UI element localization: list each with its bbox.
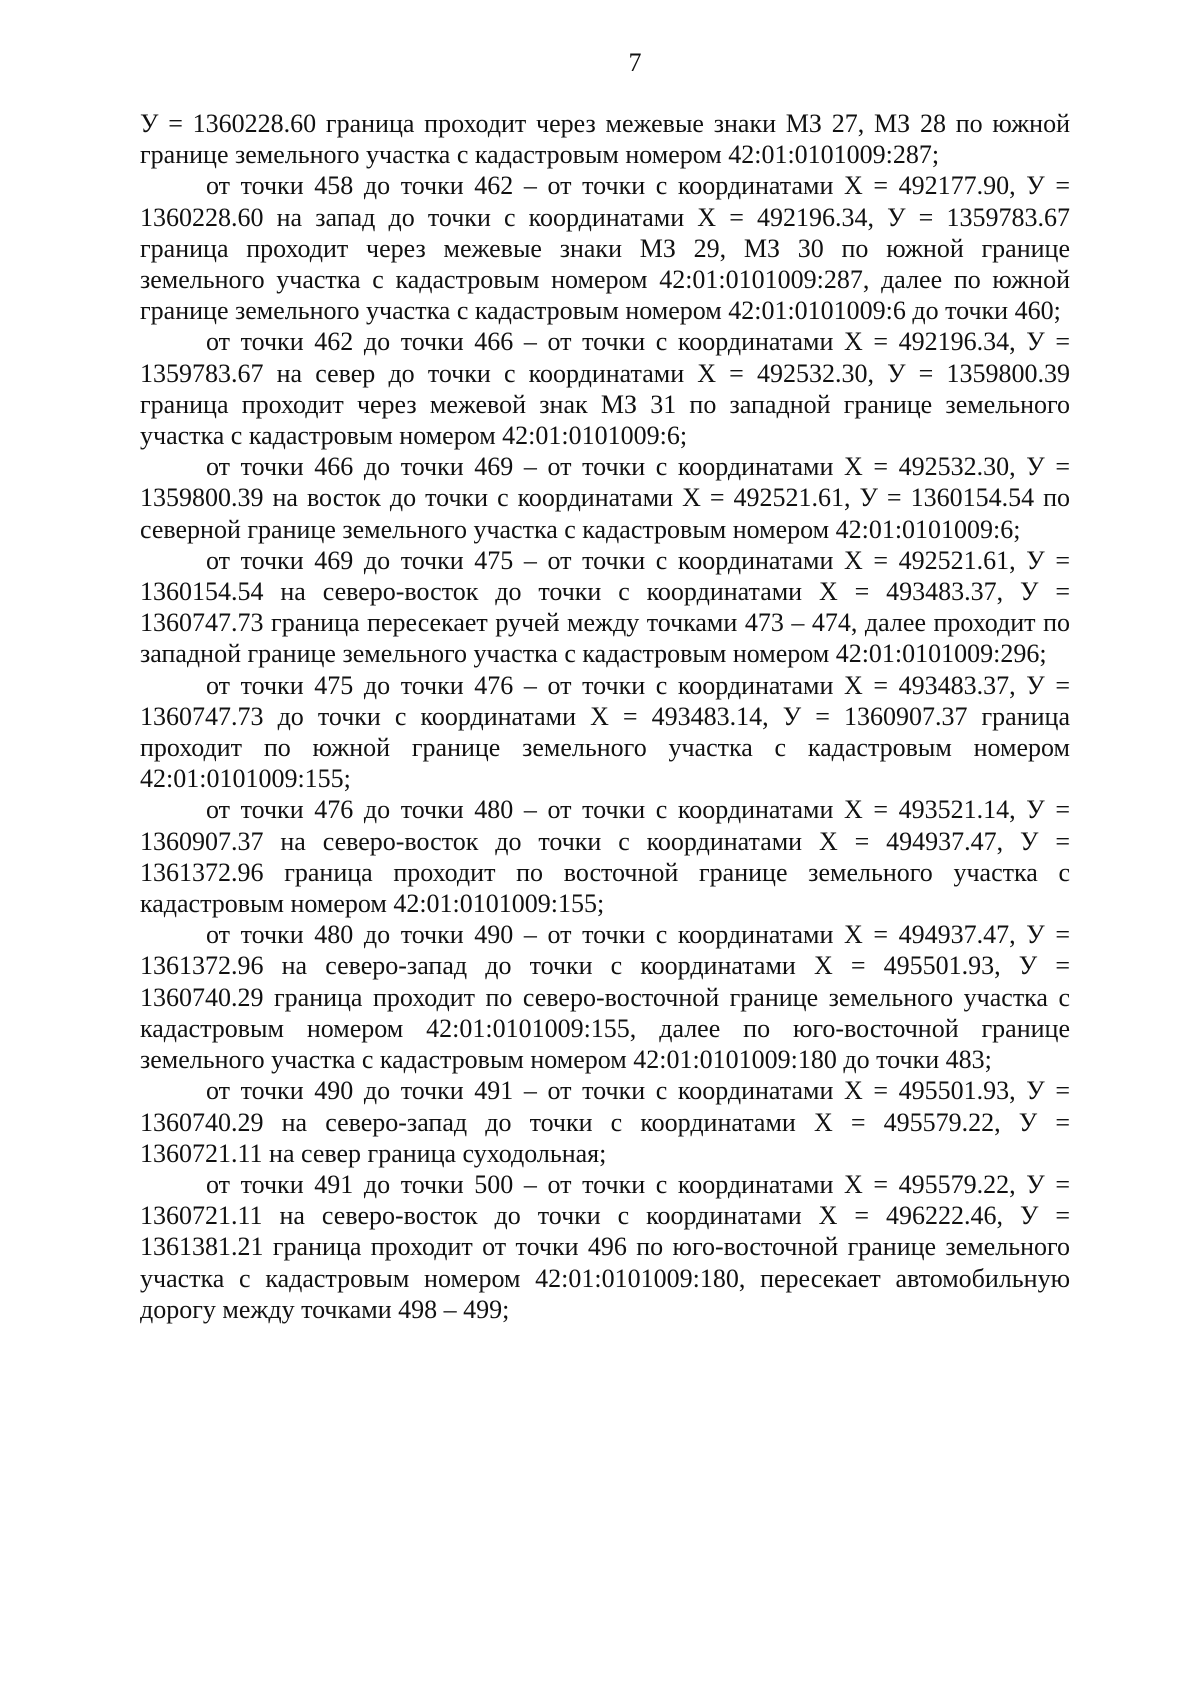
paragraph: У = 1360228.60 граница проходит через межевые знаки МЗ 27, МЗ 28 по южной границе земельного участка с кадастровым номером 42:01:0101009:287; — [140, 109, 1070, 170]
paragraph: от точки 466 до точки 469 – от точки с координатами Х = 492532.30, У = 1359800.39 на восток до точки с координатами Х = 492521.61, У = 1360154.54 по северной границе земельного участка с кадастровым номером 42:01:0101009:6; — [140, 452, 1070, 544]
paragraph: от точки 462 до точки 466 – от точки с координатами Х = 492196.34, У = 1359783.67 на север до точки с координатами Х = 492532.30, У = 1359800.39 граница проходит через межевой знак МЗ 31 по западной границе земельного участка с кадастровым номером 42:01:0101009:6; — [140, 327, 1070, 451]
paragraph: от точки 475 до точки 476 – от точки с координатами Х = 493483.37, У = 1360747.73 до точки с координатами Х = 493483.14, У = 1360907.37 граница проходит по южной границе земельного участка с кадастровым номером 42:01:0101009:155; — [140, 670, 1070, 794]
paragraph: от точки 476 до точки 480 – от точки с координатами Х = 493521.14, У = 1360907.37 на северо-восток до точки с координатами Х = 494937.47, У = 1361372.96 граница проходит по восточной границе земельного участка с кадастровым номером 42:01:0101009:155; — [140, 795, 1070, 919]
paragraph: от точки 469 до точки 475 – от точки с координатами Х = 492521.61, У = 1360154.54 на северо-восток до точки с координатами Х = 493483.37, У = 1360747.73 граница пересекает ручей между точками 473 – 474, далее проходит по западной границе земельного участка с кадастровым номером 42:01:0101009:296; — [140, 545, 1070, 669]
document-body — [140, 108, 1070, 1325]
page-number: 7 — [628, 48, 642, 77]
paragraph: от точки 491 до точки 500 – от точки с координатами Х = 495579.22, У = 1360721.11 на северо-восток до точки с координатами Х = 496222.46, У = 1361381.21 граница проходит от точки 496 по юго-восточной границе земельного участка с кадастровым номером 42:01:0101009:180, пересекает автомобильную дорогу между точками 498 – 499; — [140, 1169, 1070, 1324]
paragraph: от точки 480 до точки 490 – от точки с координатами Х = 494937.47, У = 1361372.96 на северо-запад до точки с координатами Х = 495501.93, У = 1360740.29 граница проходит по северо-восточной границе земельного участка с кадастровым номером 42:01:0101009:155, далее по юго-восточной границе земельного участка с кадастровым номером 42:01:0101009:180 до точки 483; — [140, 920, 1070, 1075]
paragraph: от точки 490 до точки 491 – от точки с координатами Х = 495501.93, У = 1360740.29 на северо-запад до точки с координатами Х = 495579.22, У = 1360721.11 на север граница суходольная; — [140, 1076, 1070, 1168]
paragraph: от точки 458 до точки 462 – от точки с координатами Х = 492177.90, У = 1360228.60 на запад до точки с координатами Х = 492196.34, У = 1359783.67 граница проходит через межевые знаки МЗ 29, МЗ 30 по южной границе земельного участка с кадастровым номером 42:01:0101009:287, далее по южной границе земельного участка с кадастровым номером 42:01:0101009:6 до точки 460; — [140, 171, 1070, 326]
